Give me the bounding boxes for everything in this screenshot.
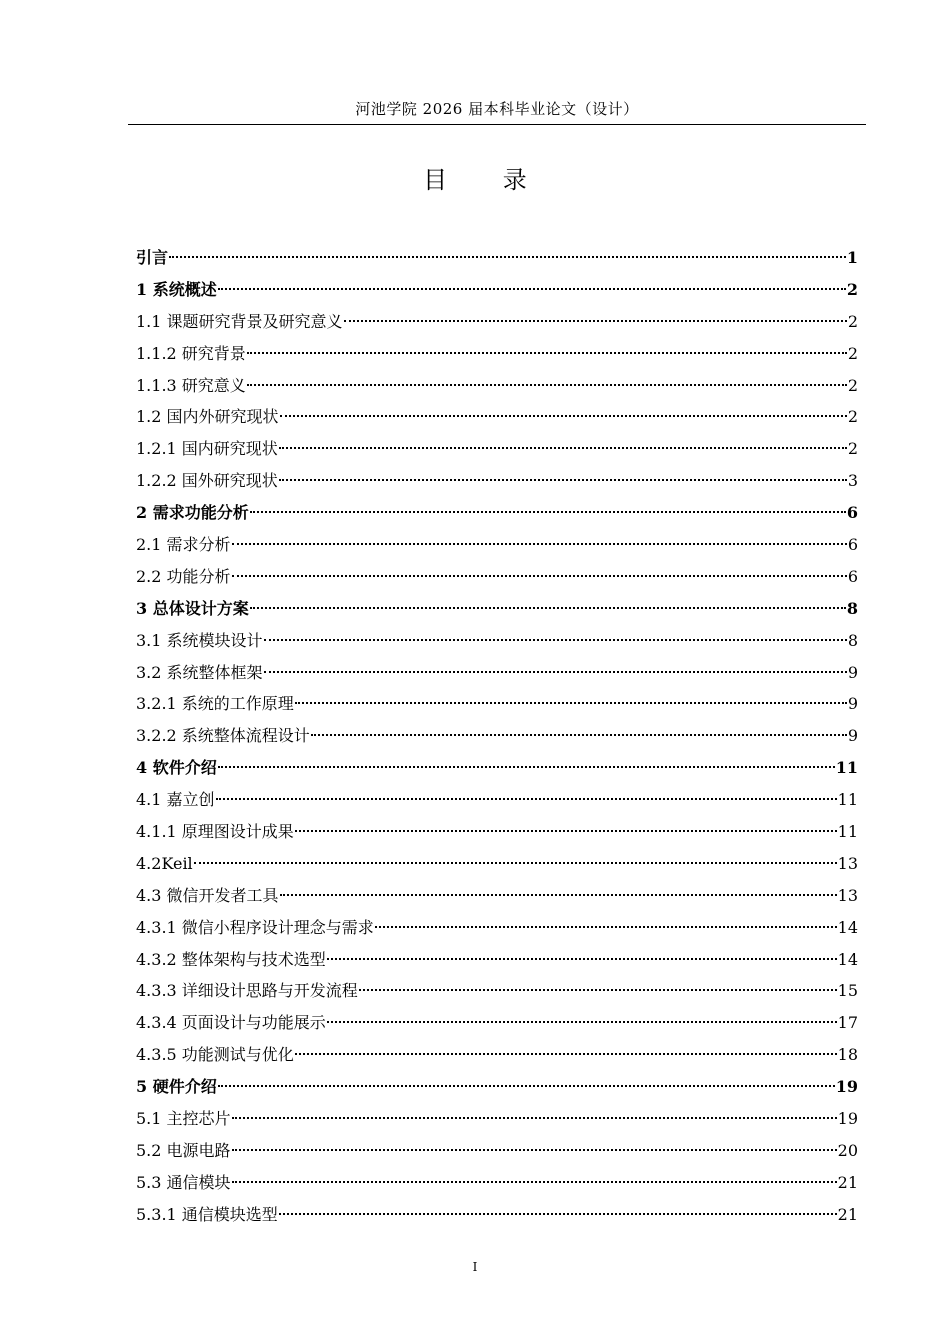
page-title: 目 录 xyxy=(423,166,551,194)
table-of-contents xyxy=(136,242,858,1231)
toc-entry[interactable] xyxy=(136,1167,858,1199)
toc-entry-title: 4.3.3 详细设计思路与开发流程 xyxy=(136,981,358,1001)
toc-entry-title: 4.3.1 微信小程序设计理念与需求 xyxy=(136,917,374,937)
toc-entry-page: 8 xyxy=(846,598,858,618)
toc-entry-page: 13 xyxy=(837,885,858,905)
toc-entry-page: 1 xyxy=(846,248,858,267)
toc-entry-page: 2 xyxy=(847,407,858,427)
toc-entry-title: 3.1 系统模块设计 xyxy=(136,630,263,650)
toc-entry-title: 3.2.1 系统的工作原理 xyxy=(136,694,294,714)
toc-entry[interactable] xyxy=(136,944,858,976)
dot-leader xyxy=(218,766,835,768)
toc-entry-page: 2 xyxy=(847,375,858,395)
dot-leader xyxy=(375,926,837,928)
toc-entry-page: 14 xyxy=(837,917,858,937)
dot-leader xyxy=(280,894,837,896)
toc-entry[interactable] xyxy=(136,561,858,593)
dot-leader xyxy=(247,384,847,386)
toc-entry-page: 11 xyxy=(835,758,858,778)
dot-leader xyxy=(232,1181,837,1183)
dot-leader xyxy=(250,511,846,513)
toc-entry[interactable] xyxy=(136,1103,858,1135)
toc-entry[interactable] xyxy=(136,784,858,816)
dot-leader xyxy=(327,958,837,960)
toc-entry-title: 5.2 电源电路 xyxy=(136,1140,231,1160)
toc-entry[interactable] xyxy=(136,401,858,433)
toc-entry-title: 4.3.4 页面设计与功能展示 xyxy=(136,1013,326,1033)
toc-entry[interactable] xyxy=(136,593,858,625)
toc-entry-title: 3.2 系统整体框架 xyxy=(136,662,263,682)
dot-leader xyxy=(264,639,847,641)
toc-entry-title: 5.1 主控芯片 xyxy=(136,1109,231,1129)
toc-entry-page: 14 xyxy=(837,949,858,969)
dot-leader xyxy=(218,288,846,290)
toc-entry-title: 2 需求功能分析 xyxy=(136,503,249,523)
toc-entry-title: 2.2 功能分析 xyxy=(136,566,231,586)
dot-leader xyxy=(232,1149,837,1151)
dot-leader xyxy=(279,447,847,449)
toc-entry-page: 3 xyxy=(847,471,858,491)
toc-entry-title: 1 系统概述 xyxy=(136,279,217,299)
toc-entry[interactable] xyxy=(136,625,858,657)
page-number: I xyxy=(472,1260,478,1274)
toc-entry[interactable] xyxy=(136,242,858,274)
toc-entry[interactable] xyxy=(136,752,858,784)
toc-entry[interactable] xyxy=(136,880,858,912)
toc-entry-title: 4.3.2 整体架构与技术选型 xyxy=(136,949,326,969)
toc-entry[interactable] xyxy=(136,912,858,944)
toc-entry-page: 2 xyxy=(847,311,858,331)
toc-entry[interactable] xyxy=(136,370,858,402)
toc-entry-page: 9 xyxy=(847,662,858,682)
toc-entry[interactable] xyxy=(136,975,858,1007)
toc-entry-title: 1.2.2 国外研究现状 xyxy=(136,471,278,491)
toc-entry-title: 引言 xyxy=(136,248,169,267)
dot-leader xyxy=(295,1053,837,1055)
toc-entry-page: 6 xyxy=(846,503,858,523)
toc-entry-page: 9 xyxy=(847,694,858,714)
dot-leader xyxy=(295,702,847,704)
dot-leader xyxy=(216,798,837,800)
dot-leader xyxy=(344,320,847,322)
dot-leader xyxy=(232,575,847,577)
toc-entry-page: 15 xyxy=(837,981,858,1001)
toc-entry-page: 19 xyxy=(837,1109,858,1129)
toc-entry[interactable] xyxy=(136,1135,858,1167)
toc-entry-page: 8 xyxy=(847,630,858,650)
toc-entry[interactable] xyxy=(136,465,858,497)
toc-entry-title: 4.1 嘉立创 xyxy=(136,790,215,810)
toc-entry[interactable] xyxy=(136,1199,858,1231)
dot-leader xyxy=(247,352,847,354)
toc-entry-page: 18 xyxy=(837,1045,858,1065)
header-divider xyxy=(128,124,866,125)
toc-entry-page: 21 xyxy=(837,1172,858,1192)
toc-entry[interactable] xyxy=(136,657,858,689)
toc-entry-title: 4 软件介绍 xyxy=(136,758,217,778)
toc-entry[interactable] xyxy=(136,338,858,370)
toc-entry-page: 13 xyxy=(837,853,858,873)
toc-entry[interactable] xyxy=(136,274,858,306)
toc-entry-title: 5.3.1 通信模块选型 xyxy=(136,1204,278,1224)
toc-entry[interactable] xyxy=(136,497,858,529)
dot-leader xyxy=(279,479,847,481)
toc-entry-page: 6 xyxy=(847,535,858,555)
toc-entry[interactable] xyxy=(136,1071,858,1103)
dot-leader xyxy=(280,415,847,417)
toc-entry-title: 1.1 课题研究背景及研究意义 xyxy=(136,311,343,331)
toc-entry-title: 4.3 微信开发者工具 xyxy=(136,885,279,905)
dot-leader xyxy=(218,1085,835,1087)
dot-leader xyxy=(295,830,837,832)
toc-entry-title: 1.2 国内外研究现状 xyxy=(136,407,279,427)
toc-entry[interactable] xyxy=(136,816,858,848)
toc-entry-title: 4.2Keil xyxy=(136,853,193,873)
dot-leader xyxy=(279,1213,837,1215)
toc-entry-title: 5.3 通信模块 xyxy=(136,1172,231,1192)
toc-entry[interactable] xyxy=(136,306,858,338)
toc-entry[interactable] xyxy=(136,720,858,752)
toc-entry-page: 2 xyxy=(846,279,858,299)
toc-entry-page: 2 xyxy=(847,439,858,459)
toc-entry-title: 5 硬件介绍 xyxy=(136,1077,217,1097)
toc-entry[interactable] xyxy=(136,1039,858,1071)
toc-entry[interactable] xyxy=(136,529,858,561)
dot-leader xyxy=(232,543,847,545)
page-header: 河池学院 2026 届本科毕业论文（设计） xyxy=(355,100,639,118)
dot-leader xyxy=(264,671,847,673)
toc-entry-page: 11 xyxy=(837,822,858,842)
toc-entry-title: 1.2.1 国内研究现状 xyxy=(136,439,278,459)
toc-entry-title: 3.2.2 系统整体流程设计 xyxy=(136,726,310,746)
toc-entry-page: 20 xyxy=(837,1140,858,1160)
toc-entry-title: 1.1.3 研究意义 xyxy=(136,375,246,395)
toc-entry-title: 4.3.5 功能测试与优化 xyxy=(136,1045,294,1065)
toc-entry[interactable] xyxy=(136,848,858,880)
toc-entry-page: 11 xyxy=(837,790,858,810)
dot-leader xyxy=(169,256,846,258)
dot-leader xyxy=(311,734,847,736)
toc-entry-page: 2 xyxy=(847,343,858,363)
toc-entry-page: 21 xyxy=(837,1204,858,1224)
toc-entry-title: 1.1.2 研究背景 xyxy=(136,343,246,363)
toc-entry[interactable] xyxy=(136,1007,858,1039)
toc-entry-page: 19 xyxy=(835,1077,858,1097)
toc-entry-title: 2.1 需求分析 xyxy=(136,535,231,555)
toc-entry-page: 6 xyxy=(847,566,858,586)
dot-leader xyxy=(232,1117,837,1119)
toc-entry-page: 17 xyxy=(837,1013,858,1033)
toc-entry-page: 9 xyxy=(847,726,858,746)
dot-leader xyxy=(250,607,846,609)
toc-entry-title: 3 总体设计方案 xyxy=(136,598,249,618)
toc-entry[interactable] xyxy=(136,688,858,720)
dot-leader xyxy=(359,989,837,991)
dot-leader xyxy=(327,1021,837,1023)
toc-entry-title: 4.1.1 原理图设计成果 xyxy=(136,822,294,842)
dot-leader xyxy=(194,862,837,864)
toc-entry[interactable] xyxy=(136,433,858,465)
